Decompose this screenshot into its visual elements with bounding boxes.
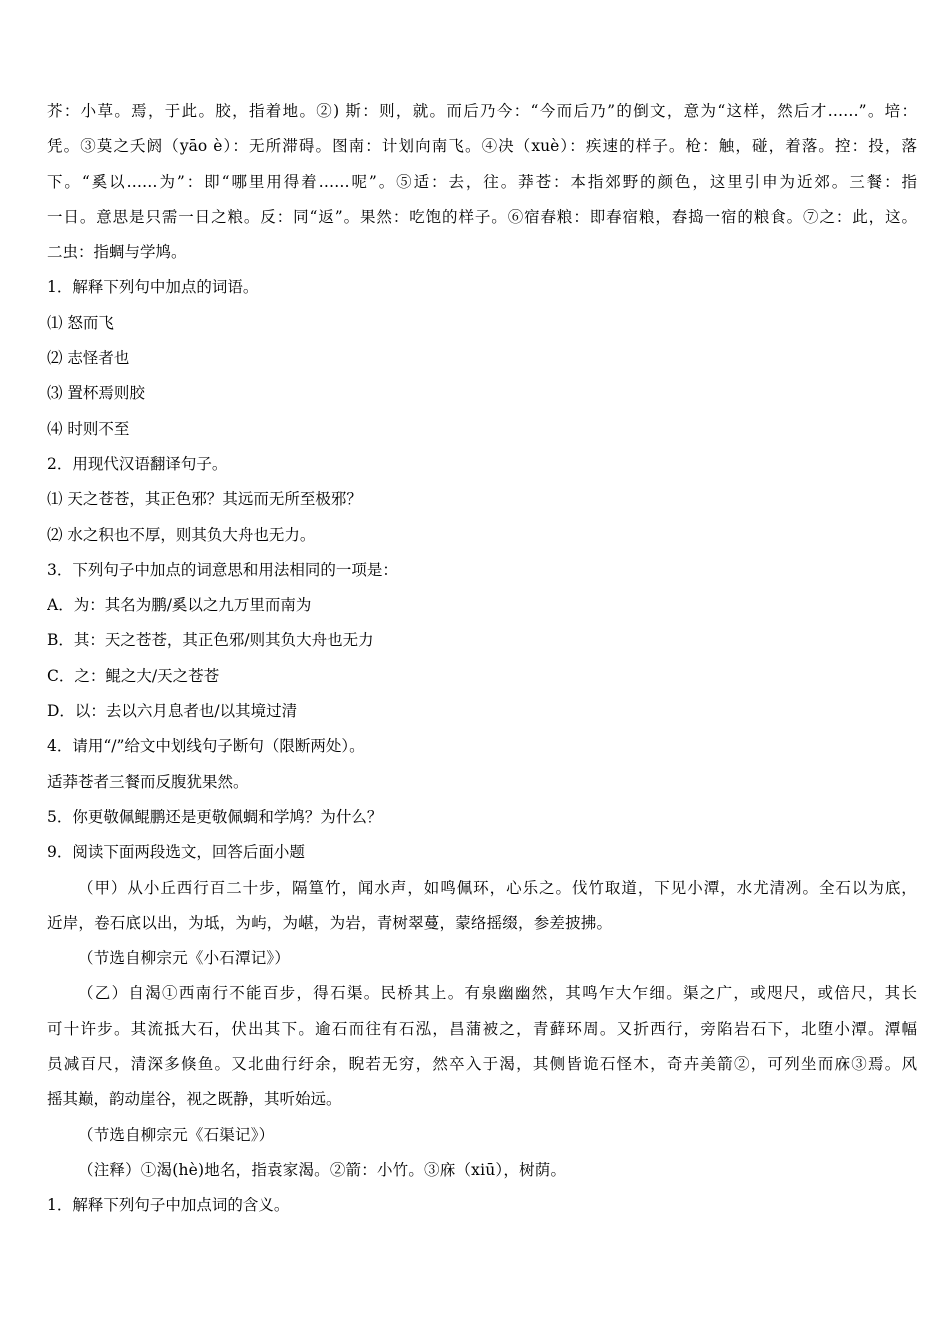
passage-source: （节选自柳宗元《石渠记》） <box>78 1125 275 1144</box>
question-item: ⑷ 时则不至 <box>47 419 130 438</box>
notes-line: 一日。意思是只需一日之粮。反：同“返”。果然：吃饱的样子。⑥宿春粮：即春宿粮，舂捣一宿的粮食。⑦之：此，这。 <box>47 207 917 226</box>
question-item: ⑴ 怒而飞 <box>47 313 114 332</box>
passage-jia <box>47 871 917 977</box>
notes-line: 凭。③莫之夭阏（yāo è）：无所滞碍。图南：计划向南飞。④决（xuè）：疾速的样子。枪：触，碰，着落。控：投，落 <box>47 137 917 156</box>
question-1 <box>47 270 917 446</box>
question-4 <box>47 729 917 800</box>
passage-yi <box>47 976 917 1188</box>
passage-source: （节选自柳宗元《小石潭记》） <box>78 949 291 968</box>
question-title: 9．阅读下面两段选文，回答后面小题 <box>47 843 305 862</box>
answer-option-b: B．其：天之苍苍，其正色邪/则其负大舟也无力 <box>47 631 374 650</box>
notes-section <box>47 94 917 270</box>
answer-option-c: C．之：鲲之大/天之苍苍 <box>47 666 220 685</box>
answer-option-a: A．为：其名为鹏/奚以之九万里而南为 <box>47 596 312 615</box>
document-body <box>47 94 917 1224</box>
question-2 <box>47 447 917 553</box>
question-item: ⑴ 天之苍苍，其正色邪？其远而无所至极邪？ <box>47 490 362 509</box>
question-title: 3．下列句子中加点的词意思和用法相同的一项是： <box>47 560 398 579</box>
question-title: 5．你更敬佩鲲鹏还是更敬佩蜩和学鸠？为什么？ <box>47 807 383 826</box>
question-3 <box>47 553 917 729</box>
passage-line: （乙）自渴①西南行不能百步，得石渠。民桥其上。有泉幽幽然，其鸣乍大乍细。渠之广，或咫尺，或倍尺，其长 <box>78 984 917 1003</box>
question-item: ⑶ 置杯焉则胶 <box>47 384 145 403</box>
question-9 <box>47 835 917 1223</box>
question-5 <box>47 800 917 835</box>
passage-line: 近岸，卷石底以出，为坻，为屿，为嵁，为岩，青树翠蔓，蒙络摇缀，参差披拂。 <box>47 913 613 932</box>
question-title: 4．请用“/”给文中划线句子断句（限断两处）。 <box>47 737 365 756</box>
notes-line: 下。“奚以……为”：即“哪里用得着……呢”。⑤适：去，往。莽苍：本指郊野的颜色，这里引申为近郊。三餐：指 <box>47 172 917 191</box>
sub-question-title: 1．解释下列句子中加点词的含义。 <box>47 1196 290 1215</box>
question-title: 1．解释下列句中加点的词语。 <box>47 278 259 297</box>
passage-line: （甲）从小丘西行百二十步，隔篁竹，闻水声，如鸣佩环，心乐之。伐竹取道，下见小潭，水尤清冽。全石以为底， <box>78 878 917 897</box>
question-title: 2．用现代汉语翻译句子。 <box>47 454 228 473</box>
passage-line: 摇其巅，韵动崖谷，视之既静，其听始远。 <box>47 1090 342 1109</box>
passage-line: 员减百尺，清深多倏鱼。又北曲行纡余，睨若无穷，然卒入于渴，其侧皆诡石怪木，奇卉美箭②，可列坐而庥③焉。风 <box>47 1055 917 1074</box>
question-item: ⑵ 水之积也不厚，则其负大舟也无力。 <box>47 525 316 544</box>
question-sentence: 适莽苍者三餐而反腹犹果然。 <box>47 772 249 791</box>
question-item: ⑵ 志怪者也 <box>47 349 130 368</box>
passage-annotation: （注释）①渴(hè)地名，指袁家渴。②箭：小竹。③庥（xiū），树荫。 <box>78 1160 567 1179</box>
notes-line: 芥：小草。焉，于此。胶，指着地。②) 斯：则，就。而后乃今：“今而后乃”的倒文，意为“这样，然后才……”。培： <box>47 102 917 120</box>
answer-option-d: D．以：去以六月息者也/以其境过清 <box>47 702 298 721</box>
notes-line: 二虫：指蜩与学鸠。 <box>47 243 187 262</box>
passage-line: 可十许步。其流抵大石，伏出其下。逾石而往有石泓，昌蒲被之，青藓环周。又折西行，旁陷岩石下，北堕小潭。潭幅 <box>47 1019 917 1038</box>
